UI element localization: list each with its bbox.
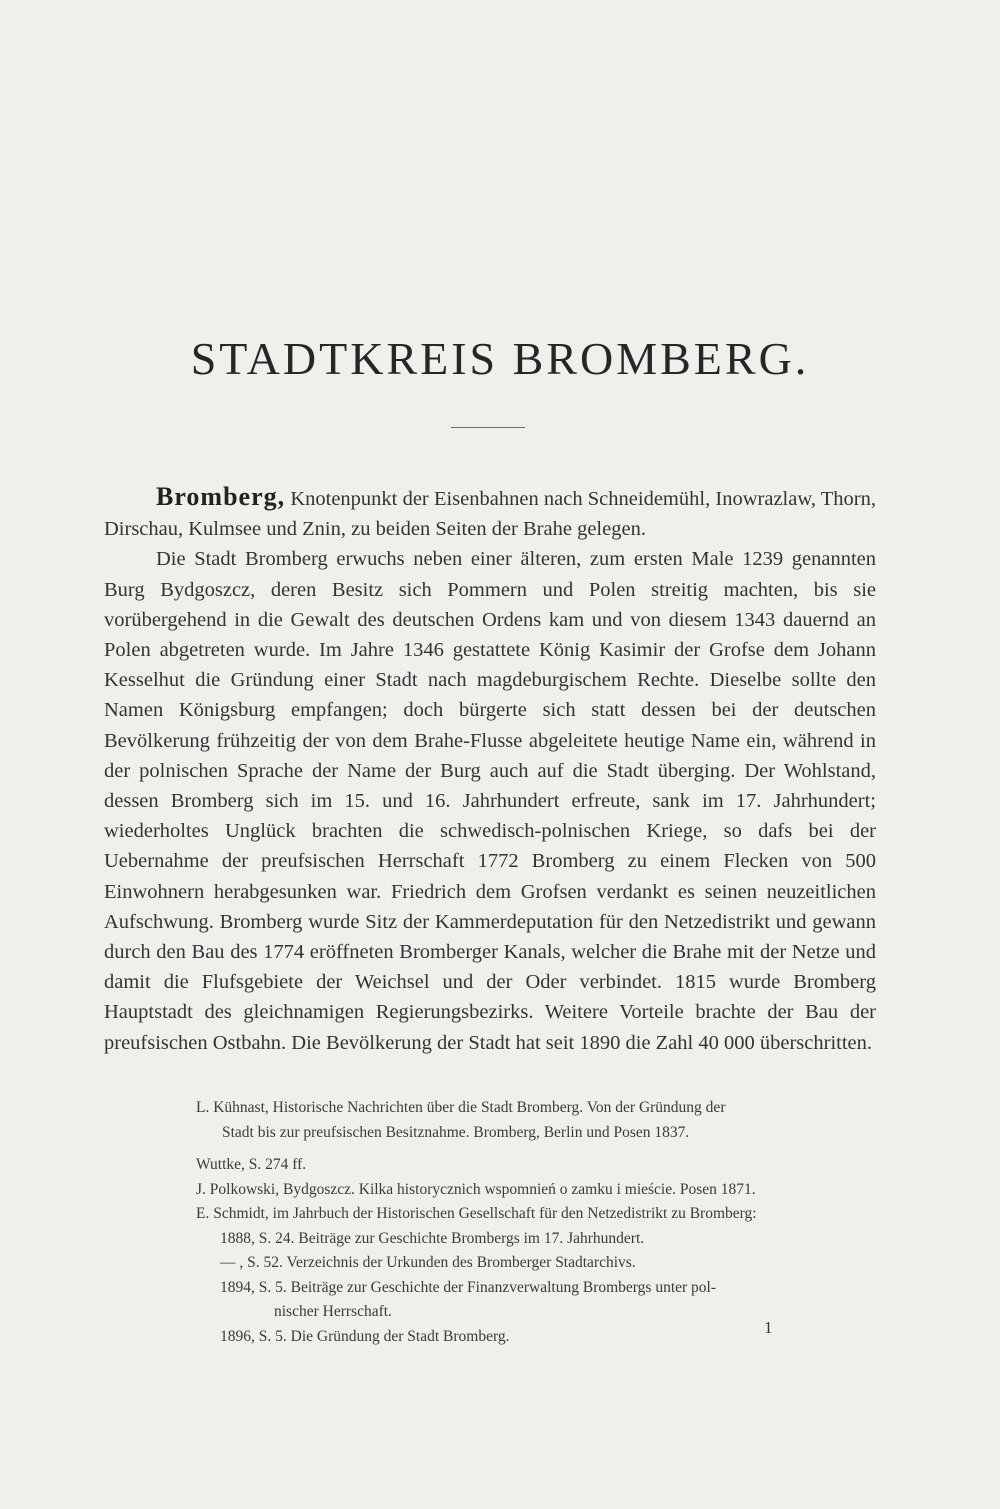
reference-1894: 1894, S. 5. Beiträge zur Geschichte der Finanzverwaltung Brombergs unter pol-: [220, 1278, 717, 1296]
reference-1896: 1896, S. 5. Die Gründung der Stadt Bromberg.: [220, 1327, 510, 1345]
reference-polkowski: J. Polkowski, Bydgoszcz. Kilka historycznich wspomnień o zamku i mieście. Posen 1871.: [196, 1180, 756, 1198]
reference-1888: 1888, S. 24. Beiträge zur Geschichte Brombergs im 17. Jahrhundert.: [220, 1229, 645, 1247]
intro-paragraph: [104, 482, 876, 544]
reference-schmidt: E. Schmidt, im Jahrbuch der Historischen Gesellschaft für den Netzedistrikt zu Bromberg:: [196, 1205, 757, 1222]
reference-1894-cont: nischer Herrschaft.: [274, 1303, 392, 1320]
title-divider: [451, 427, 525, 428]
reference-wuttke: Wuttke, S. 274 ff.: [196, 1156, 307, 1173]
reference-kuehnast-cont: Stadt bis zur preufsischen Besitznahme. Bromberg, Berlin und Posen 1837.: [222, 1123, 690, 1141]
reference-s52: — , S. 52. Verzeichnis der Urkunden des Bromberger Stadtarchivs.: [220, 1254, 636, 1271]
page-number: 1: [764, 1318, 773, 1337]
reference-gap: [196, 1145, 880, 1153]
page-title: STADTKREIS BROMBERG.: [190, 333, 810, 384]
article-body: [104, 482, 876, 1058]
references: [196, 1096, 880, 1349]
lead-word: Bromberg,: [156, 482, 286, 511]
history-paragraph: Die Stadt Bromberg erwuchs neben einer älteren, zum ersten Male 1239 genannten Burg Bydgoszcz, deren Besitz sich Pommern und Polen streitig machten, bis sie vorübergehend in die Gewalt des deutschen Ordens kam und von diesem 1343 dauernd an Polen abgetreten wurde. Im Jahre 1346 gestattete König Kasimir der Grofse dem Johann Kesselhut die Gründung einer Stadt nach magdeburgischem Rechte. Dieselbe sollte den Namen Königsburg empfangen; doch bürgerte sich statt dessen bei der deutschen Bevölkerung frühzeitig der von dem Brahe-Flusse abgeleitete heutige Name ein, während in der polnischen Sprache der Name der Burg auch auf die Stadt überging. Der Wohlstand, dessen Bromberg sich im 15. und 16. Jahrhundert erfreute, sank im 17. Jahrhundert; wiederholtes Unglück brachten die schwedisch-polnischen Kriege, so dafs bei der Uebernahme der preufsischen Herrschaft 1772 Bromberg zu einem Flecken von 500 Einwohnern herabgesunken war. Friedrich dem Grofsen verdankt es seinen neuzeitlichen Aufschwung. Bromberg wurde Sitz der Kammerdeputation für den Netzedistrikt und gewann durch den Bau des 1774 eröffneten Bromberger Kanals, welcher die Brahe mit der Netze und damit die Flufsgebiete der Weichsel und der Oder verbindet. 1815 wurde Bromberg Hauptstadt des gleichnamigen Regierungsbezirks. Weitere Vorteile brachte der Bau der preufsischen Ostbahn. Die Bevölkerung der Stadt hat seit 1890 die Zahl 40 000 überschritten.: [104, 548, 876, 1054]
reference-kuehnast: L. Kühnast, Historische Nachrichten über die Stadt Bromberg. Von der Gründung der: [196, 1099, 726, 1116]
intro-text: Knotenpunkt der Eisenbahnen nach Schneidemühl, Inowrazlaw, Thorn, Dirschau, Kulmsee und Znin, zu beiden Seiten der Brahe gelegen.: [104, 488, 876, 541]
